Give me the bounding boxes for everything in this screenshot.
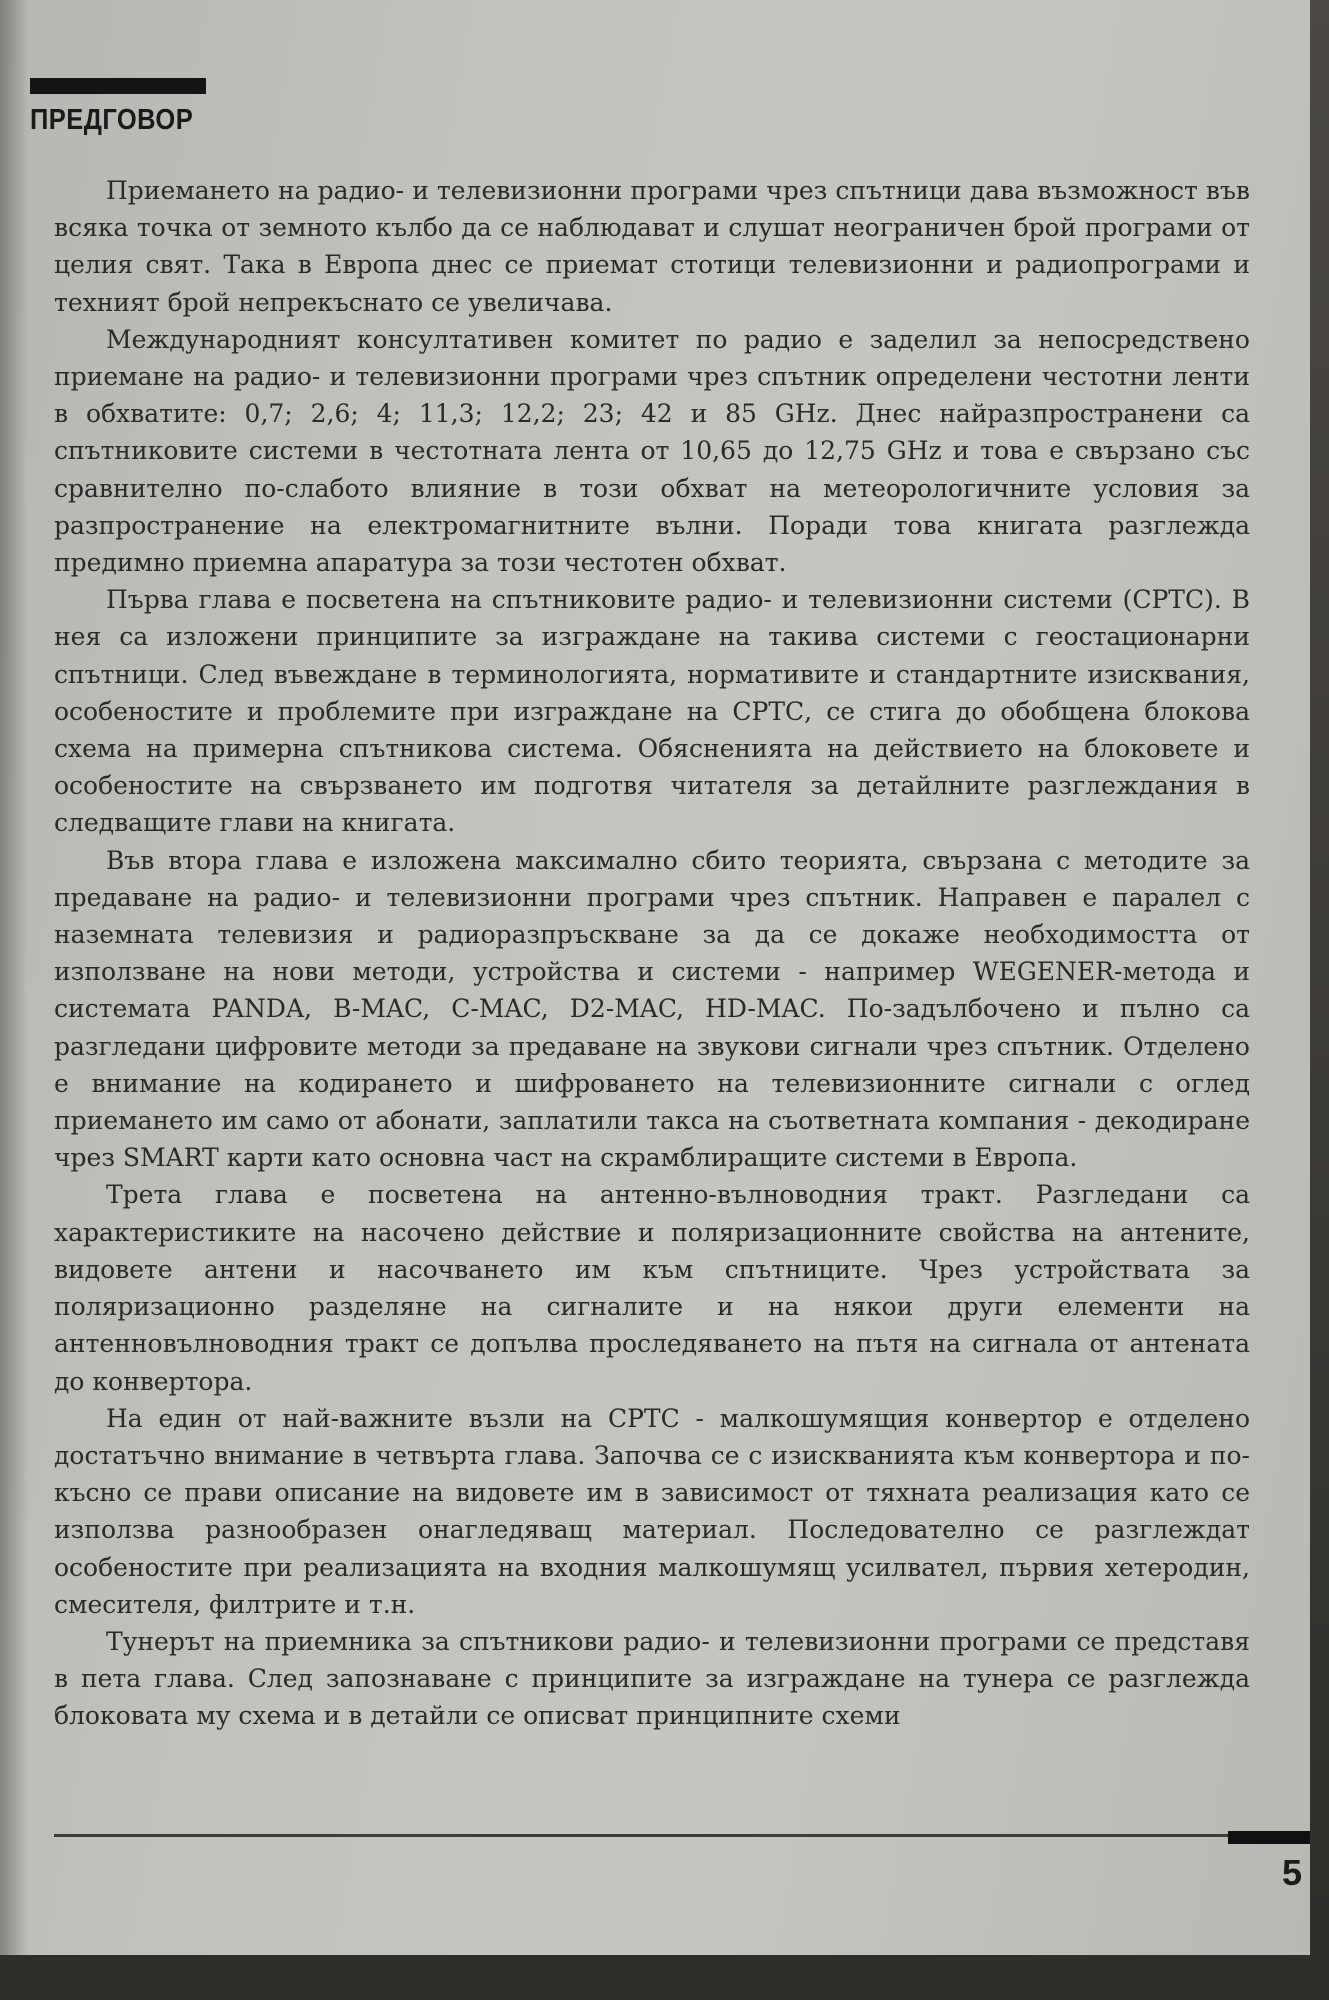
page-title: ПРЕДГОВОР [30, 104, 194, 136]
footer-rule [54, 1834, 1232, 1837]
page-shadow [0, 0, 28, 1955]
paragraph-chapter-five: Тунерът на приемника за спътникови радио- и телевизионни програми се представя в пета глава. След запознаване с принципите за изграждане на тунера се разглежда блоковата му схема и в детайли се описват принципните схеми [54, 1626, 1250, 1731]
paragraph-frequency-bands: Международният консултативен комитет по радио е заделил за непосредствено приемане на радио- и телевизионни програми чрез спътник определени честотни ленти в обхватите: 0,7; 2,6; 4; 11,3; 12,2; 23; 42 и 85 GHz. Днес найразпространени са спътниковите системи в честотната лента от 10,65 до 12,75 GHz и това е свързано със сравнително по-слабото влияние в този обхват на метеорологичните условия за разпространение на електромагнитните вълни. Поради това книгата разглежда предимно приемна апаратура за този честотен обхват. [54, 324, 1250, 578]
paragraph-chapter-four: На един от най-важните възли на СРТС - малкошумящия конвертор е отделено достатъчно внимание в четвърта глава. Започва се с изискванията към конвертора и по-късно се прави описание на видовете им в зависимост от тяхната реализация като се използва разнообразен онагледяващ материал. Последователно се разглеждат особеностите при реализацията на входния малкошумящ усилвател, първия хетеродин, смесителя, филтрите и т.н. [54, 1403, 1250, 1619]
paragraph-chapter-two: Във втора глава е изложена максимално сбито теорията, свързана с методите за предаване на радио- и телевизионни програми чрез спътник. Направен е паралел с наземната телевизия и радиоразпръскване за да се докаже необходимостта от използване на нови методи, устройства и системи - например WEGENER-метода и системата PANDA, B-MAC, C-MAC, D2-MAC, HD-MAC. По-задълбочено и пълно са разгледани цифровите методи за предаване на звукови сигнали чрез спътник. Отделено е внимание на кодирането и шифроването на телевизионните сигнали с оглед приемането им само от абонати, заплатили такса на съответната компания - декодиране чрез SMART карти като основна част на скрамблиращите системи в Европа. [54, 845, 1250, 1173]
body-text [54, 172, 1250, 1735]
paragraph-intro: Приемането на радио- и телевизионни програми чрез спътници дава възможност във всяка точка от земното кълбо да се наблюдават и слушат неограничен брой програми от целия свят. Така в Европа днес се приемат стотици телевизионни и радиопрограми и техният брой непрекъснато се увеличава. [54, 176, 1250, 317]
header-bar [30, 78, 206, 94]
paragraph-chapter-three: Трета глава е посветена на антенно-вълноводния тракт. Разгледани са характеристиките на насочено действие и поляризационните свойства на антените, видовете антени и насочването им към спътниците. Чрез устройствата за поляризационно разделяне на сигналите и на някои други елементи на антенновълноводния тракт се допълва проследяването на пътя на сигнала от антената до конвертора. [54, 1180, 1250, 1396]
page-number: 5 [1282, 1852, 1303, 1893]
paragraph-chapter-one: Първа глава е посветена на спътниковите радио- и телевизионни системи (СРТС). В нея са изложени принципите за изграждане на такива системи с геостационарни спътници. След въвеждане в терминологията, нормативите и стандартните изисквания, особеностите и проблемите при изграждане на СРТС, се стига до обобщена блокова схема на примерна спътникова система. Обясненията на действието на блоковете и особеностите на свързването им подготвя читателя за детайлните разглеждания в следващите глави на книгата. [54, 585, 1250, 838]
footer-tab [1228, 1831, 1310, 1844]
